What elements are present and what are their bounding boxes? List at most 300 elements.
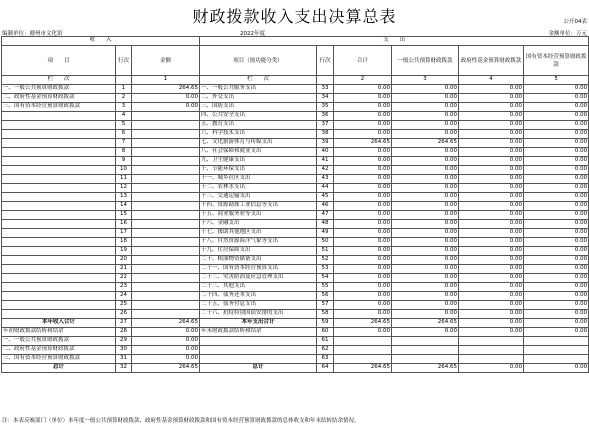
income-item-cell: [2, 148, 116, 157]
expense-line-cell: 48: [317, 220, 334, 229]
state-capital-cell: 0.00: [524, 283, 589, 292]
income-amount-cell: [132, 211, 200, 220]
expense-item-cell: 十五、商业服务业等支出: [200, 211, 317, 220]
total-cell: [334, 355, 392, 364]
total-cell: 264.65: [334, 364, 392, 373]
column-index-1: 1: [132, 76, 200, 85]
expense-line-cell: 35: [317, 103, 334, 112]
state-capital-cell: 0.00: [524, 220, 589, 229]
table-row: [2, 112, 589, 121]
state-capital-cell: 0.00: [524, 130, 589, 139]
general-budget-header: 一般公共预算财政拨款: [392, 46, 459, 76]
income-item-cell: [2, 157, 116, 166]
income-item-cell: 一、一般公共预算财政拨款: [2, 337, 116, 346]
total-cell: 0.00: [334, 121, 392, 130]
table-row: [2, 238, 589, 247]
income-line-cell: 9: [116, 157, 132, 166]
income-amount-cell: [132, 202, 200, 211]
state-capital-cell: 0.00: [524, 112, 589, 121]
income-line-cell: 17: [116, 229, 132, 238]
table-row: [2, 193, 589, 202]
column-index-label: 栏 次: [200, 76, 317, 85]
column-index-3: 3: [392, 76, 459, 85]
total-cell: 0.00: [334, 220, 392, 229]
table-row: [2, 256, 589, 265]
expense-line-cell: 37: [317, 121, 334, 130]
expense-item-cell: 二十一、国有资本经营预算支出: [200, 265, 317, 274]
state-capital-cell: 0.00: [524, 121, 589, 130]
state-capital-cell: 0.00: [524, 103, 589, 112]
income-amount-cell: 0.00: [132, 346, 200, 355]
expense-item-cell: [200, 355, 317, 364]
income-line-cell: 7: [116, 139, 132, 148]
compiling-unit: 编制单位：赣州市文化馆: [2, 31, 63, 37]
state-capital-cell: 0.00: [524, 175, 589, 184]
expense-item-cell: 十三、交通运输支出: [200, 193, 317, 202]
expense-item-cell: 二十二、灾害防治及应急管理支出: [200, 274, 317, 283]
income-line-cell: 24: [116, 292, 132, 301]
income-item-cell: [2, 184, 116, 193]
total-cell: 0.00: [334, 184, 392, 193]
fund-budget-cell: 0.00: [459, 166, 524, 175]
fund-budget-cell: 0.00: [459, 85, 524, 94]
state-capital-cell: 0.00: [524, 85, 589, 94]
income-item-cell: [2, 292, 116, 301]
column-index-2: 2: [334, 76, 392, 85]
income-amount-cell: [132, 157, 200, 166]
fund-budget-cell: 0.00: [459, 301, 524, 310]
table-row: [2, 301, 589, 310]
total-cell: [334, 346, 392, 355]
fund-budget-cell: 0.00: [459, 184, 524, 193]
state-capital-cell: 0.00: [524, 247, 589, 256]
expense-line-cell: 51: [317, 247, 334, 256]
income-item-cell: [2, 121, 116, 130]
state-capital-cell: 0.00: [524, 274, 589, 283]
income-line-cell: 14: [116, 202, 132, 211]
general-budget-cell: 0.00: [392, 184, 459, 193]
total-cell: 0.00: [334, 85, 392, 94]
income-item-cell: 二、政府性基金预算财政拨款: [2, 94, 116, 103]
state-capital-cell: [524, 355, 589, 364]
income-item-cell: 三、国有资本经营预算财政拨款: [2, 103, 116, 112]
expense-line-cell: 45: [317, 193, 334, 202]
general-budget-cell: 0.00: [392, 157, 459, 166]
expense-line-cell: 40: [317, 148, 334, 157]
general-budget-cell: 0.00: [392, 238, 459, 247]
income-amount-cell: 0.00: [132, 355, 200, 364]
expense-item-cell: 十九、住房保障支出: [200, 247, 317, 256]
fund-budget-cell: 0.00: [459, 112, 524, 121]
expense-item-cell: 年末财政拨款结转和结余: [200, 328, 317, 337]
expense-line-cell: 62: [317, 346, 334, 355]
expense-line-cell: 61: [317, 337, 334, 346]
func-item-header: 项目（按功能分类）: [200, 46, 317, 76]
income-amount-cell: [132, 229, 200, 238]
income-amount-cell: [132, 238, 200, 247]
table-row: [2, 274, 589, 283]
income-item-cell: [2, 238, 116, 247]
expense-line-cell: 39: [317, 139, 334, 148]
income-item-cell: [2, 229, 116, 238]
state-capital-cell: 0.00: [524, 256, 589, 265]
expense-item-cell: 十六、金融支出: [200, 220, 317, 229]
general-budget-cell: [392, 346, 459, 355]
income-amount-cell: [132, 301, 200, 310]
general-budget-cell: [392, 355, 459, 364]
income-item-cell: [2, 301, 116, 310]
fund-budget-cell: 0.00: [459, 283, 524, 292]
expense-line-cell: 44: [317, 184, 334, 193]
income-amount-cell: 264.65: [132, 364, 200, 373]
income-item-cell: [2, 202, 116, 211]
fund-budget-cell: 0.00: [459, 364, 524, 373]
table-row: [2, 328, 589, 337]
income-amount-cell: [132, 193, 200, 202]
income-item-cell: 年初财政拨款结转和结余: [2, 328, 116, 337]
table-row: [2, 184, 589, 193]
income-amount-cell: 264.65: [132, 319, 200, 328]
state-capital-cell: 0.00: [524, 292, 589, 301]
report-title: 财政拨款收入支出决算总表: [192, 7, 397, 26]
state-capital-cell: 0.00: [524, 148, 589, 157]
income-line-cell: 11: [116, 175, 132, 184]
total-cell: 0.00: [334, 265, 392, 274]
general-budget-cell: [392, 337, 459, 346]
income-amount-cell: [132, 175, 200, 184]
expense-line-cell: 41: [317, 157, 334, 166]
fund-budget-cell: 0.00: [459, 193, 524, 202]
total-cell: 0.00: [334, 229, 392, 238]
expense-item-cell: 二十五、债务付息支出: [200, 301, 317, 310]
total-cell: 0.00: [334, 211, 392, 220]
table-row: [2, 364, 589, 373]
income-item-cell: [2, 139, 116, 148]
income-line-cell: 16: [116, 220, 132, 229]
income-line-cell: 26: [116, 310, 132, 319]
income-item-cell: 二、政府性基金预算财政拨款: [2, 346, 116, 355]
expense-line-cell: 38: [317, 130, 334, 139]
table-row: [2, 85, 589, 94]
fund-budget-cell: 0.00: [459, 229, 524, 238]
general-budget-cell: 0.00: [392, 301, 459, 310]
income-amount-cell: [132, 247, 200, 256]
state-capital-cell: 0.00: [524, 211, 589, 220]
income-item-cell: 总计: [2, 364, 116, 373]
total-cell: 0.00: [334, 130, 392, 139]
column-index-label: 栏 次: [2, 76, 116, 85]
general-budget-cell: 0.00: [392, 283, 459, 292]
total-header: 合计: [334, 46, 392, 76]
state-capital-cell: 0.00: [524, 265, 589, 274]
state-capital-cell: 0.00: [524, 229, 589, 238]
fund-budget-cell: 0.00: [459, 175, 524, 184]
expense-line-cell: 56: [317, 292, 334, 301]
form-code: 公开04表: [563, 19, 587, 25]
fund-budget-cell: 0.00: [459, 319, 524, 328]
general-budget-cell: 0.00: [392, 310, 459, 319]
table-row: [2, 211, 589, 220]
total-cell: 264.65: [334, 319, 392, 328]
total-cell: 0.00: [334, 166, 392, 175]
state-capital-cell: 0.00: [524, 193, 589, 202]
general-budget-cell: 264.65: [392, 139, 459, 148]
expense-item-cell: 十四、资源勘探工业信息等支出: [200, 202, 317, 211]
expense-line-cell: 49: [317, 229, 334, 238]
fund-budget-cell: 0.00: [459, 328, 524, 337]
state-capital-cell: 0.00: [524, 166, 589, 175]
fund-budget-cell: 0.00: [459, 220, 524, 229]
total-cell: 0.00: [334, 157, 392, 166]
general-budget-cell: 0.00: [392, 220, 459, 229]
income-line-cell: 12: [116, 184, 132, 193]
total-cell: 0.00: [334, 328, 392, 337]
income-item-cell: 本年收入合计: [2, 319, 116, 328]
fiscal-year: 2022年度: [240, 31, 265, 37]
fund-budget-cell: 0.00: [459, 148, 524, 157]
state-capital-cell: 0.00: [524, 328, 589, 337]
state-capital-cell: 0.00: [524, 319, 589, 328]
expense-item-cell: 总计: [200, 364, 317, 373]
fund-budget-cell: 0.00: [459, 121, 524, 130]
total-cell: 0.00: [334, 202, 392, 211]
general-budget-cell: 0.00: [392, 94, 459, 103]
income-amount-cell: [132, 139, 200, 148]
income-line-cell: 8: [116, 148, 132, 157]
general-budget-cell: 264.65: [392, 364, 459, 373]
income-item-cell: [2, 283, 116, 292]
income-line-cell: 22: [116, 274, 132, 283]
state-capital-cell: 0.00: [524, 157, 589, 166]
general-budget-cell: 0.00: [392, 202, 459, 211]
general-budget-cell: 0.00: [392, 112, 459, 121]
table-row: [2, 310, 589, 319]
expense-line-cell: 42: [317, 166, 334, 175]
income-item-cell: 三、国有资本经营预算财政拨款: [2, 355, 116, 364]
total-cell: 0.00: [334, 148, 392, 157]
amount-unit: 金额单位：万元: [548, 31, 587, 37]
total-cell: 0.00: [334, 283, 392, 292]
total-cell: 0.00: [334, 103, 392, 112]
income-line-cell: 20: [116, 256, 132, 265]
expense-line-cell: 64: [317, 364, 334, 373]
table-row: [2, 220, 589, 229]
fund-budget-cell: 0.00: [459, 130, 524, 139]
total-cell: 0.00: [334, 256, 392, 265]
line-header: 行次: [317, 46, 334, 76]
expense-line-cell: 54: [317, 274, 334, 283]
expense-line-cell: 57: [317, 301, 334, 310]
column-index-4: 4: [459, 76, 524, 85]
state-capital-cell: 0.00: [524, 94, 589, 103]
general-budget-cell: 0.00: [392, 328, 459, 337]
general-budget-cell: 0.00: [392, 256, 459, 265]
general-budget-cell: 0.00: [392, 166, 459, 175]
income-amount-cell: [132, 130, 200, 139]
expense-item-cell: 五、教育支出: [200, 121, 317, 130]
general-budget-cell: 0.00: [392, 211, 459, 220]
expense-item-cell: [200, 337, 317, 346]
expense-line-cell: 33: [317, 85, 334, 94]
fund-budget-header: 政府性基金预算财政拨款: [459, 46, 524, 76]
expense-line-cell: 53: [317, 265, 334, 274]
income-amount-cell: [132, 274, 200, 283]
income-line-cell: 23: [116, 283, 132, 292]
state-capital-cell: 0.00: [524, 364, 589, 373]
total-cell: 0.00: [334, 238, 392, 247]
income-item-cell: [2, 211, 116, 220]
fund-budget-cell: 0.00: [459, 265, 524, 274]
income-line-cell: 30: [116, 346, 132, 355]
column-index-blank: [317, 76, 334, 85]
general-budget-cell: 0.00: [392, 265, 459, 274]
general-budget-cell: 0.00: [392, 103, 459, 112]
income-amount-cell: 0.00: [132, 328, 200, 337]
income-item-cell: 一、一般公共预算财政拨款: [2, 85, 116, 94]
fund-budget-cell: [459, 346, 524, 355]
general-budget-cell: 0.00: [392, 148, 459, 157]
income-amount-cell: [132, 121, 200, 130]
income-line-cell: 25: [116, 301, 132, 310]
income-item-cell: [2, 274, 116, 283]
fund-budget-cell: 0.00: [459, 274, 524, 283]
income-line-cell: 2: [116, 94, 132, 103]
expense-item-cell: 七、文化旅游体育与传媒支出: [200, 139, 317, 148]
state-capital-cell: 0.00: [524, 310, 589, 319]
amount-header: 金额: [132, 46, 200, 76]
table-row: [2, 202, 589, 211]
expense-item-cell: 二十六、抗疫特别国债安排的支出: [200, 310, 317, 319]
expense-item-cell: 二十、粮油物资储备支出: [200, 256, 317, 265]
state-capital-cell: 0.00: [524, 139, 589, 148]
expense-item-cell: 二十三、其他支出: [200, 283, 317, 292]
general-budget-cell: 264.65: [392, 319, 459, 328]
fund-budget-cell: 0.00: [459, 247, 524, 256]
income-amount-cell: [132, 220, 200, 229]
expense-header: 支 出: [200, 37, 589, 46]
general-budget-cell: 0.00: [392, 175, 459, 184]
table-row: [2, 175, 589, 184]
fund-budget-cell: 0.00: [459, 139, 524, 148]
income-amount-cell: [132, 310, 200, 319]
table-row: [2, 247, 589, 256]
expense-line-cell: 47: [317, 211, 334, 220]
expense-item-cell: 八、社会保障和就业支出: [200, 148, 317, 157]
expense-item-cell: 十、节能环保支出: [200, 166, 317, 175]
state-capital-cell: 0.00: [524, 238, 589, 247]
expense-line-cell: 60: [317, 328, 334, 337]
fund-budget-cell: 0.00: [459, 157, 524, 166]
table-row: [2, 346, 589, 355]
total-cell: 0.00: [334, 193, 392, 202]
income-line-cell: 6: [116, 130, 132, 139]
expense-line-cell: 36: [317, 112, 334, 121]
table-row: [2, 157, 589, 166]
table-row: [2, 121, 589, 130]
expense-line-cell: 58: [317, 310, 334, 319]
expense-line-cell: 50: [317, 238, 334, 247]
income-line-cell: 27: [116, 319, 132, 328]
total-cell: 0.00: [334, 112, 392, 121]
total-cell: 0.00: [334, 301, 392, 310]
expense-item-cell: 九、卫生健康支出: [200, 157, 317, 166]
state-capital-cell: 0.00: [524, 202, 589, 211]
income-amount-cell: [132, 166, 200, 175]
income-amount-cell: [132, 292, 200, 301]
total-cell: [334, 337, 392, 346]
general-budget-cell: 0.00: [392, 85, 459, 94]
fund-budget-cell: 0.00: [459, 211, 524, 220]
table-row: [2, 292, 589, 301]
total-cell: 0.00: [334, 94, 392, 103]
income-amount-cell: 0.00: [132, 94, 200, 103]
fund-budget-cell: 0.00: [459, 310, 524, 319]
income-amount-cell: [132, 148, 200, 157]
fund-budget-cell: [459, 337, 524, 346]
fund-budget-cell: 0.00: [459, 238, 524, 247]
general-budget-cell: 0.00: [392, 229, 459, 238]
table-row: [2, 94, 589, 103]
income-line-cell: 18: [116, 238, 132, 247]
income-amount-cell: [132, 256, 200, 265]
fund-budget-cell: 0.00: [459, 292, 524, 301]
income-line-cell: 10: [116, 166, 132, 175]
expense-item-cell: 二十四、债务还本支出: [200, 292, 317, 301]
expense-line-cell: 46: [317, 202, 334, 211]
income-amount-cell: 0.00: [132, 103, 200, 112]
general-budget-cell: 0.00: [392, 130, 459, 139]
income-amount-cell: [132, 283, 200, 292]
expense-item-cell: 十二、农林水支出: [200, 184, 317, 193]
table-row: [2, 166, 589, 175]
income-line-cell: 3: [116, 103, 132, 112]
income-item-cell: [2, 175, 116, 184]
expense-line-cell: 55: [317, 283, 334, 292]
expense-line-cell: 59: [317, 319, 334, 328]
income-amount-cell: [132, 184, 200, 193]
expense-item-cell: 十一、城乡社区支出: [200, 175, 317, 184]
income-line-cell: 32: [116, 364, 132, 373]
fund-budget-cell: 0.00: [459, 202, 524, 211]
state-capital-cell: [524, 346, 589, 355]
table-row: [2, 229, 589, 238]
income-item-cell: [2, 112, 116, 121]
footnote: 注：本表反映部门（单位）本年度一般公共预算财政拨款、政府性基金预算财政拨款和国有资本经营预算财政拨款的总体收支和年末结转结余情况。: [2, 418, 360, 424]
state-capital-cell: 0.00: [524, 184, 589, 193]
income-line-cell: 4: [116, 112, 132, 121]
state-capital-header: 国有资本经营预算财政拨款: [524, 46, 589, 76]
column-index-5: 5: [524, 76, 589, 85]
general-budget-cell: 0.00: [392, 193, 459, 202]
expense-item-cell: 三、国防支出: [200, 103, 317, 112]
total-cell: 0.00: [334, 247, 392, 256]
income-item-cell: [2, 265, 116, 274]
income-item-cell: [2, 310, 116, 319]
income-line-cell: 28: [116, 328, 132, 337]
general-budget-cell: 0.00: [392, 274, 459, 283]
table-row: [2, 148, 589, 157]
item-header: 项 目: [2, 46, 116, 76]
column-index-blank: [116, 76, 132, 85]
income-amount-cell: [132, 112, 200, 121]
total-cell: 0.00: [334, 274, 392, 283]
total-cell: 0.00: [334, 292, 392, 301]
expense-line-cell: 43: [317, 175, 334, 184]
expense-item-cell: 一、一般公共服务支出: [200, 85, 317, 94]
general-budget-cell: 0.00: [392, 292, 459, 301]
table-row: [2, 265, 589, 274]
fund-budget-cell: 0.00: [459, 94, 524, 103]
